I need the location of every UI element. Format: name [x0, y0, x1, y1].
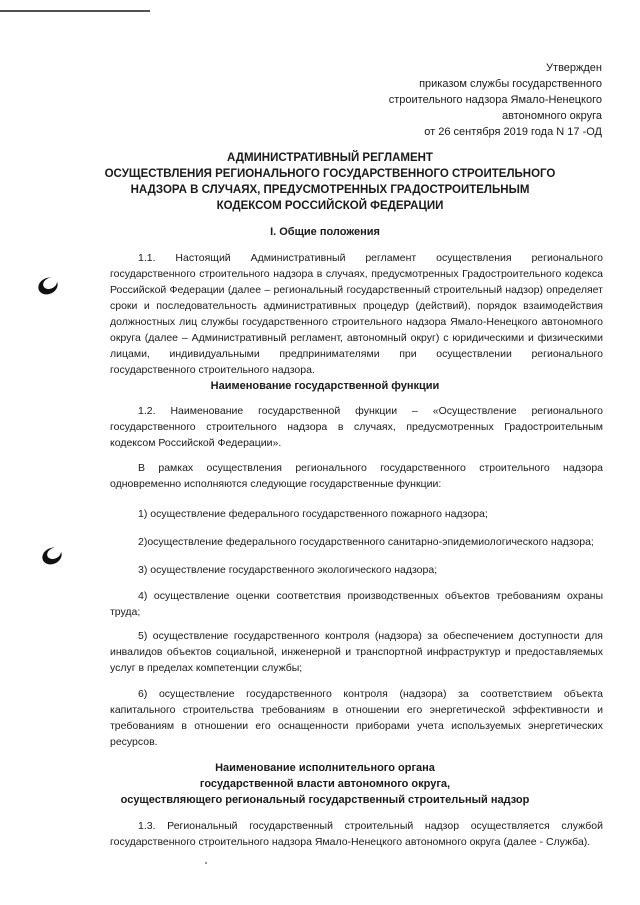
paragraph-1-3: 1.3. Региональный государственный строительный надзор осуществляется службой государственного строительного надзора Ямало-Ненецкого автономного округа (далее - Служба).	[110, 820, 603, 848]
section-heading-executive-body	[100, 760, 550, 808]
approval-line: от 26 сентября 2019 года N 17 -ОД	[424, 126, 602, 138]
heading-line: государственной власти автономного округа,	[199, 778, 451, 790]
document-title	[100, 150, 560, 214]
approval-stamp-block	[372, 60, 602, 140]
paragraph-functions-intro: В рамках осуществления регионального государственного строительного надзора одновременно исполняются следующие государственные функции:	[110, 462, 603, 490]
scan-edge-line	[0, 10, 150, 12]
list-item: 3) осуществление государственного экологического надзора;	[138, 564, 438, 576]
title-line: ОСУЩЕСТВЛЕНИЯ РЕГИОНАЛЬНОГО ГОСУДАРСТВЕННОГО СТРОИТЕЛЬНОГО	[104, 168, 556, 180]
heading-line: осуществляющего региональный государственный строительный надзор	[120, 794, 530, 806]
section-heading-function-name: Наименование государственной функции	[210, 380, 440, 392]
punch-hole-mark	[36, 275, 61, 298]
approval-line: строительного надзора Ямало-Ненецкого	[388, 94, 602, 106]
approval-line: автономного округа	[502, 110, 602, 122]
list-item: 1) осуществление федерального государственного пожарного надзора;	[138, 508, 488, 520]
list-item: 4) осуществление оценки соответствия производственных объектов требованиям охраны труда;	[110, 590, 603, 618]
title-line: АДМИНИСТРАТИВНЫЙ РЕГЛАМЕНТ	[227, 152, 433, 164]
approval-line: приказом службы государственного	[419, 78, 602, 90]
list-item: 5) осуществление государственного контроля (надзора) за обеспечением доступности для инвалидов объектов социальной, инженерной и транспортной инфраструктур и предоставляемых услуг в пределах компетенции службы;	[110, 630, 603, 674]
paragraph-1-2: 1.2. Наименование государственной функции – «Осуществление регионального государственного строительного надзора в случаях, предусмотренных Градостроительным кодексом Российской Федерации».	[110, 405, 603, 449]
heading-line: Наименование исполнительного органа	[215, 762, 435, 774]
list-item: 2)осуществление федерального государственного санитарно-эпидемиологического надзора;	[138, 536, 594, 548]
scan-speck	[205, 862, 207, 864]
section-heading-general: I. Общие положения	[270, 226, 380, 238]
title-line: НАДЗОРА В СЛУЧАЯХ, ПРЕДУСМОТРЕННЫХ ГРАДОСТРОИТЕЛЬНЫМ	[130, 184, 530, 196]
punch-hole-mark	[40, 545, 65, 568]
approval-line: Утвержден	[546, 62, 602, 74]
list-item: 6) осуществление государственного контроля (надзора) за соответствием объекта капитального строительства требованиям в отношении его энергетической эффективности и требованиям в отношении его оснащенности приборами учета используемых энергетических ресурсов.	[110, 688, 603, 748]
title-line: КОДЕКСОМ РОССИЙСКОЙ ФЕДЕРАЦИИ	[216, 200, 444, 212]
paragraph-1-1: 1.1. Настоящий Административный регламент осуществления регионального государственного строительного надзора в случаях, предусмотренных Градостроительного кодекса Российской Федерации (далее – региональный государственный строительный надзор) определяет сроки и последовательность административных процедур (действий), порядок взаимодействия должностных лиц службы государственного строительного надзора Ямало-Ненецкого автономного округа (далее – Административный регламент, автономный округ) с юридическими и физическими лицами, индивидуальными предпринимателями при осуществлении регионального государственного строительного надзора.	[110, 252, 603, 376]
